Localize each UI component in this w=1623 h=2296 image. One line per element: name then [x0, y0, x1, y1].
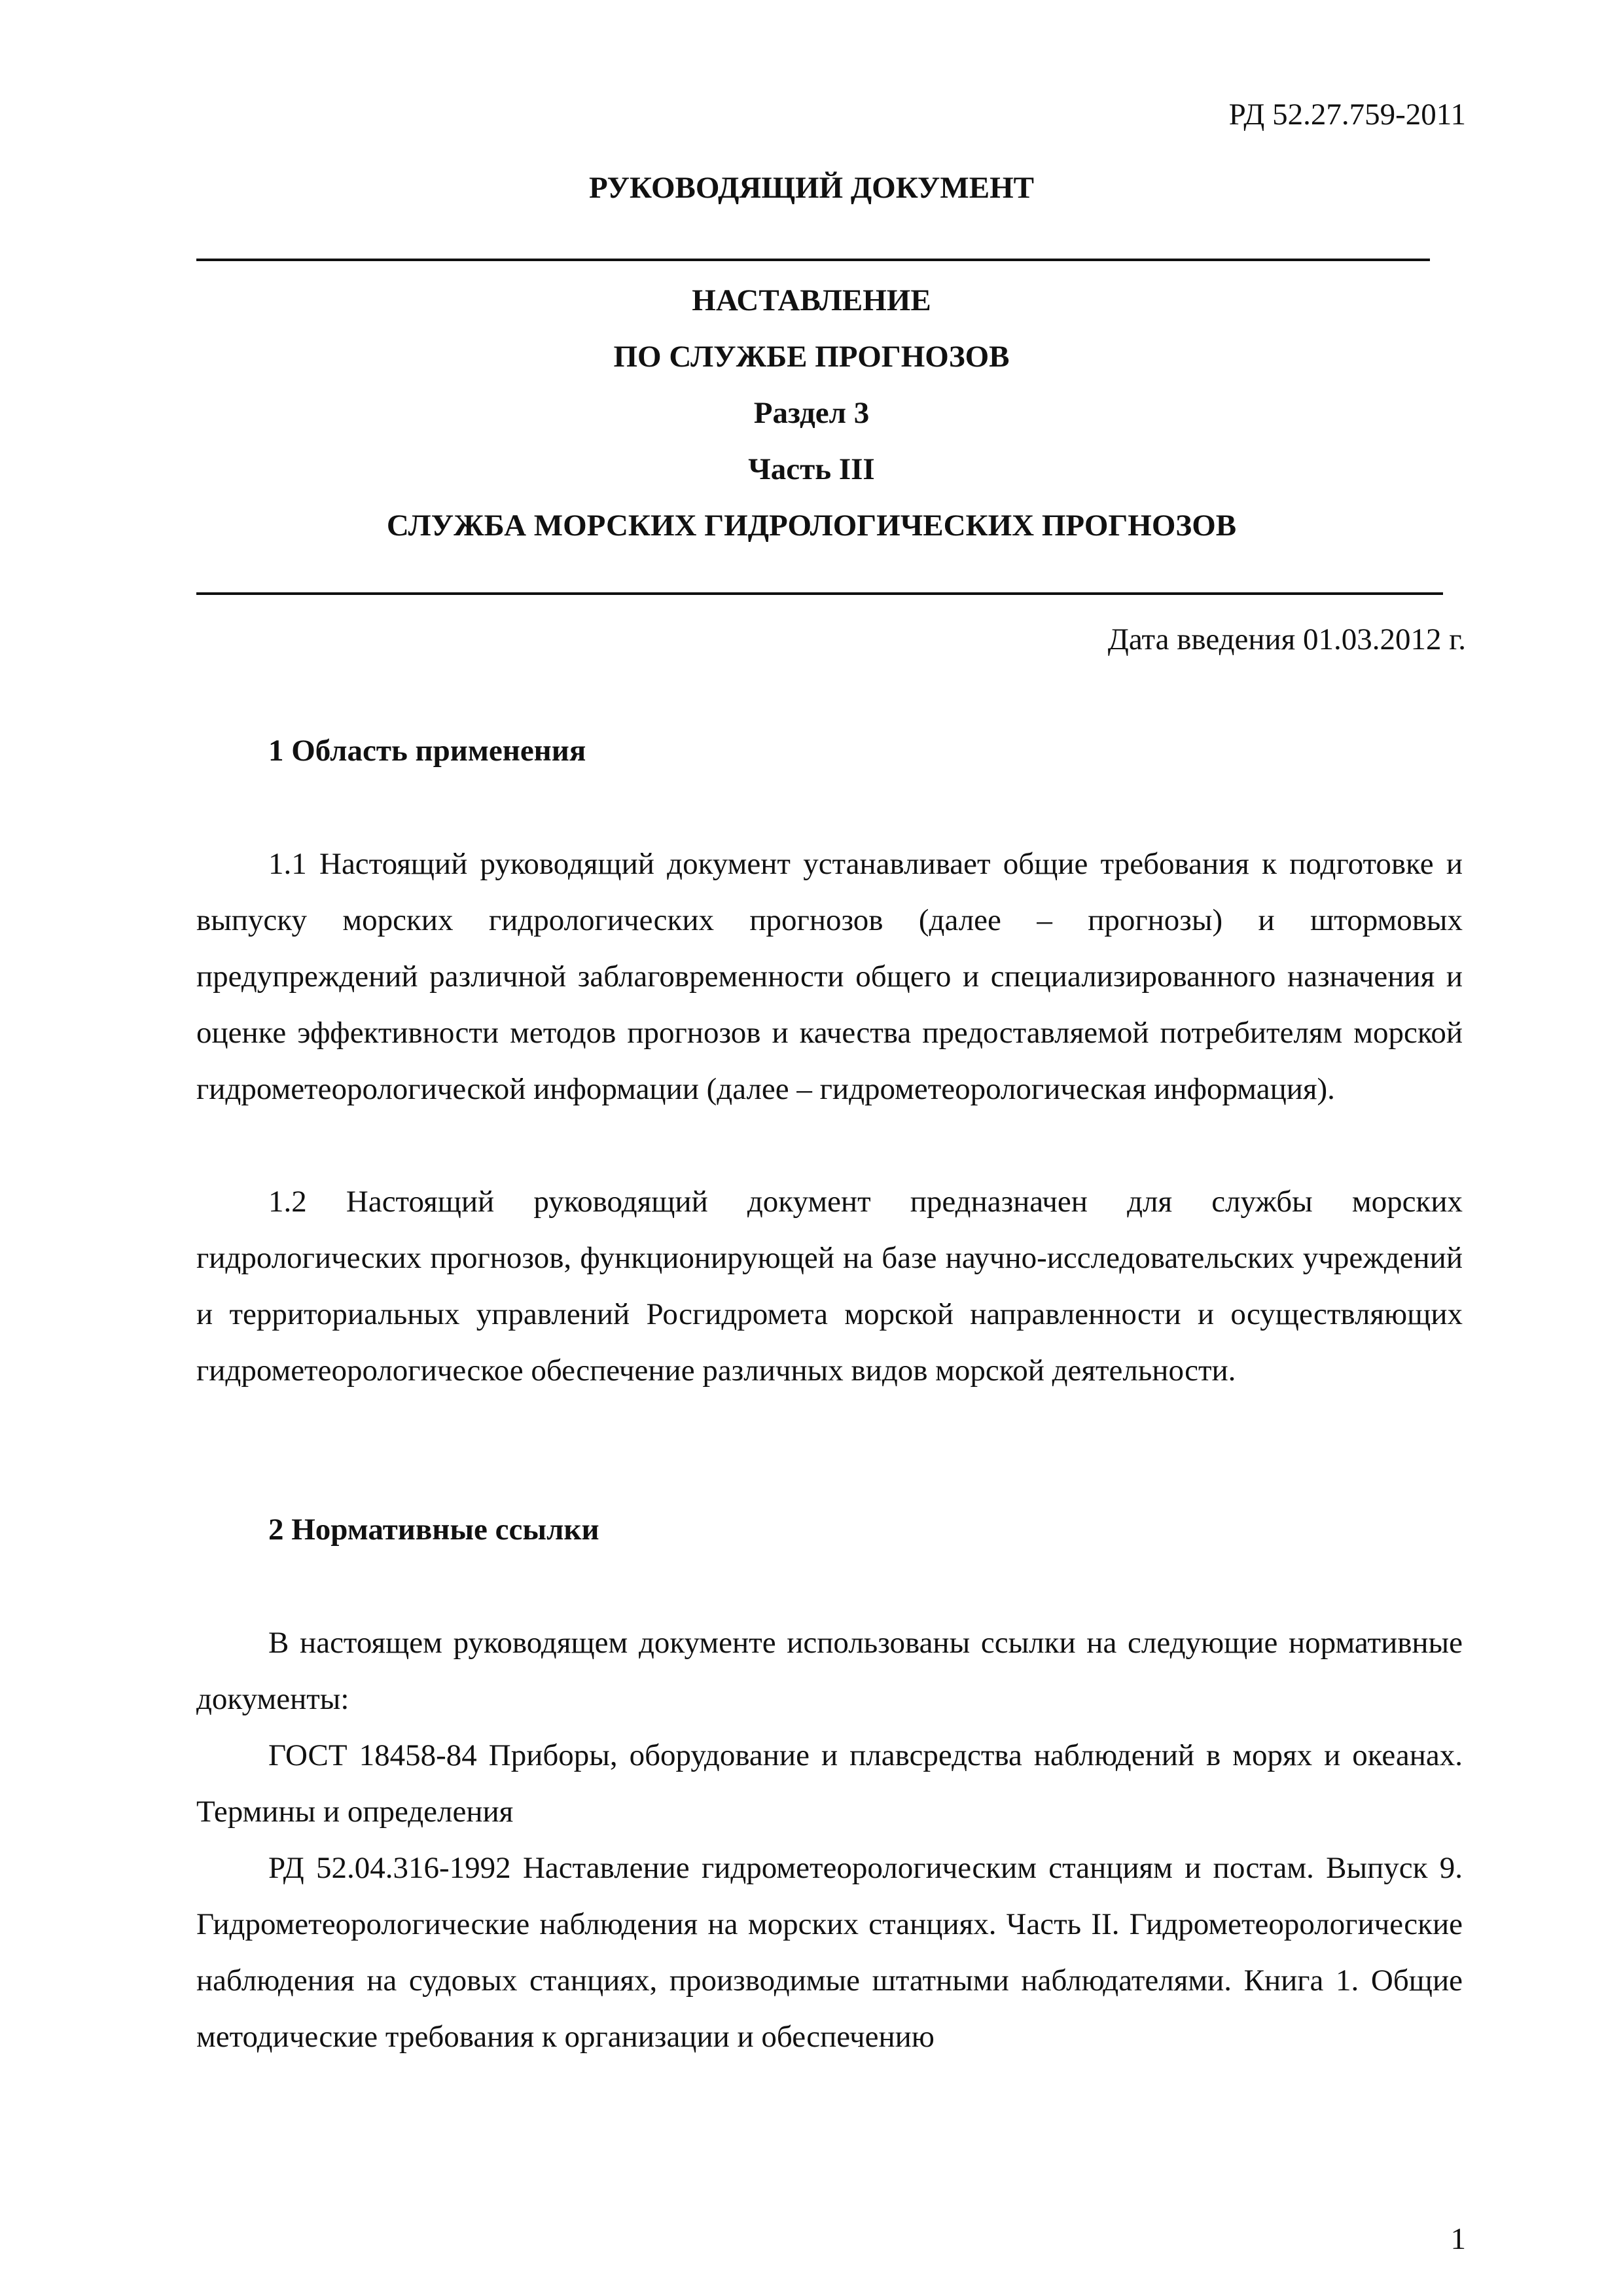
title-line-2: ПО СЛУЖБЕ ПРОГНОЗОВ	[613, 340, 1010, 374]
paragraph-1-2: 1.2 Настоящий руководящий документ предназначен для службы морских гидрологических прогнозов, функционирующей на базе научно-исследовательских учреждений и территориальных управлений Росгидромета морской направленности и осуществляющих гидрометеорологическое обеспечение различных видов морской деятельности.	[196, 1185, 1463, 1388]
title-line-part: Часть III	[748, 452, 875, 486]
title-line-service: СЛУЖБА МОРСКИХ ГИДРОЛОГИЧЕСКИХ ПРОГНОЗОВ	[386, 509, 1237, 543]
section-1-heading: 1 Область применения	[268, 734, 586, 768]
paragraph-1-1: 1.1 Настоящий руководящий документ устанавливает общие требования к подготовке и выпуску морских гидрологических прогнозов (далее – прогнозы) и штормовых предупреждений различной заблаговременности общего и специализированного назначения и оценке эффективности методов прогнозов и качества предоставляемой потребителям морской гидрометеорологической информации (далее – гидрометеорологическая информация).	[196, 847, 1463, 1106]
introduction-date: Дата введения 01.03.2012 г.	[1107, 622, 1466, 656]
paragraph-rd-reference: РД 52.04.316-1992 Наставление гидрометеорологическим станциям и постам. Выпуск 9. Гидрометеорологические наблюдения на морских станциях. Часть II. Гидрометеорологические наблюдения на судовых станциях, производимые штатными наблюдателями. Книга 1. Общие методические требования к организации и обеспечению	[196, 1851, 1463, 2054]
title-line-section: Раздел 3	[753, 396, 870, 430]
document-type-title: РУКОВОДЯЩИЙ ДОКУМЕНТ	[589, 171, 1034, 205]
page-number: 1	[1450, 2222, 1466, 2256]
paragraph-gost-reference: ГОСТ 18458-84 Приборы, оборудование и плавсредства наблюдений в морях и океанах. Термины и определения	[196, 1738, 1463, 1829]
bottom-divider	[196, 592, 1443, 595]
paragraph-2-intro: В настоящем руководящем документе использованы ссылки на следующие нормативные документы:	[196, 1626, 1463, 1716]
title-line-1: НАСТАВЛЕНИЕ	[692, 283, 931, 317]
section-2-heading: 2 Нормативные ссылки	[268, 1513, 599, 1547]
document-code: РД 52.27.759-2011	[1228, 98, 1466, 132]
top-divider	[196, 259, 1430, 261]
